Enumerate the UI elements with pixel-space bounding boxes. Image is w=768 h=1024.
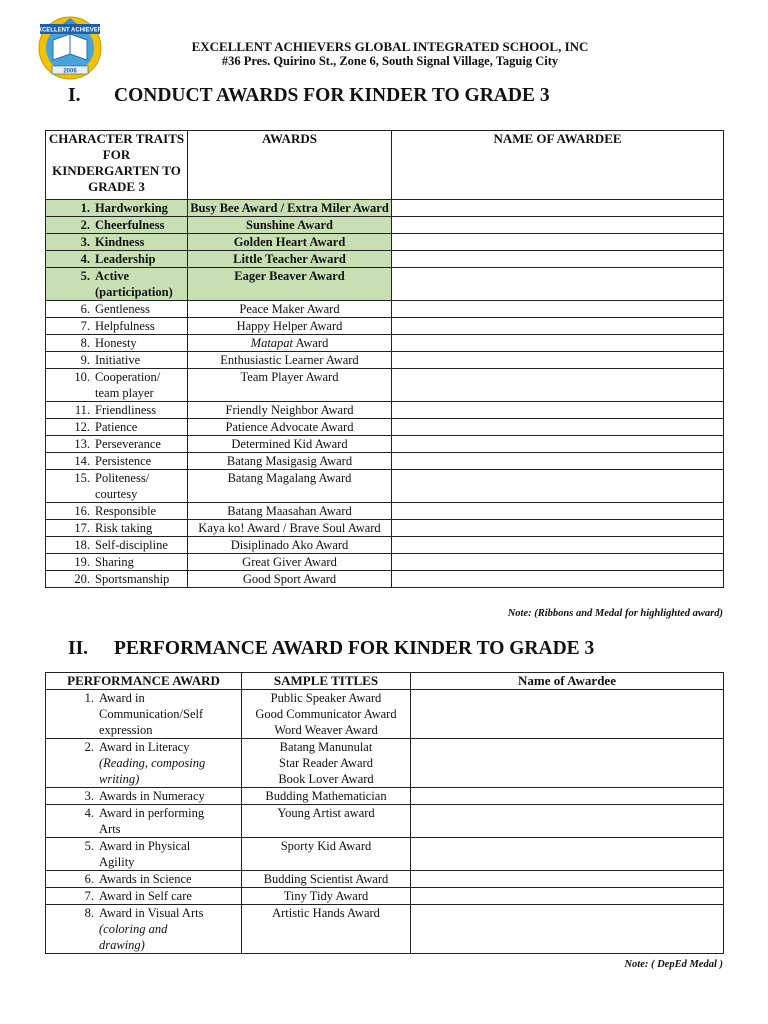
sample-title: Word Weaver Award: [274, 723, 378, 737]
table-row: [46, 352, 724, 369]
trait-label: Patience: [95, 420, 138, 434]
award-text: Sunshine Award: [246, 218, 333, 232]
awardee-cell[interactable]: [392, 571, 724, 588]
trait-number: 1.: [80, 201, 90, 215]
trait-item: [48, 352, 185, 368]
award-label-line: Award in Self care: [99, 889, 192, 903]
trait-label: Politeness/ courtesy: [95, 471, 150, 501]
award-cell: [188, 537, 392, 554]
award-number: 7.: [84, 889, 94, 903]
awardee-cell[interactable]: [411, 690, 724, 739]
trait-cell: [46, 503, 188, 520]
sample-title: Batang Manunulat: [279, 740, 373, 754]
awardee-cell[interactable]: [392, 335, 724, 352]
award-text: Kaya ko! Award / Brave Soul Award: [198, 521, 381, 535]
conduct-awards-note: Note: (Ribbons and Medal for highlighted award): [507, 608, 723, 619]
trait-number: 2.: [80, 218, 90, 232]
award-label-line: Award in Visual Arts: [99, 906, 204, 920]
trait-cell: [46, 554, 188, 571]
sample-title: Tiny Tidy Award: [283, 889, 369, 903]
trait-cell: [46, 369, 188, 402]
award-text: Patience Advocate Award: [225, 420, 354, 434]
awardee-cell[interactable]: [411, 905, 724, 954]
trait-number: 9.: [80, 353, 90, 367]
trait-cell: [46, 470, 188, 503]
award-text: Peace Maker Award: [239, 302, 340, 316]
trait-label: Leadership: [95, 252, 156, 266]
table-row: [46, 402, 724, 419]
award-cell: [188, 554, 392, 571]
logo-banner-text: EXCELLENT ACHIEVERS: [33, 27, 107, 34]
award-cell: [188, 470, 392, 503]
performance-award-item: [48, 905, 239, 953]
sample-titles-cell: [242, 888, 411, 905]
sample-title: Sporty Kid Award: [280, 839, 372, 853]
awardee-cell[interactable]: [392, 217, 724, 234]
award-italic-text: Matapat: [250, 336, 294, 350]
trait-label: Friendliness: [95, 403, 157, 417]
table-row: [46, 739, 724, 788]
section-1-number: I.: [68, 85, 81, 106]
award-label-line: expression: [99, 723, 153, 737]
award-cell: [188, 200, 392, 217]
column-header-traits: CHARACTER TRAITS FOR KINDERGARTEN TO GRADE 3: [46, 131, 188, 200]
trait-cell: [46, 520, 188, 537]
trait-number: 16.: [74, 504, 90, 518]
awardee-cell[interactable]: [392, 369, 724, 402]
trait-label: Perseverance: [95, 437, 161, 451]
trait-number: 5.: [80, 269, 90, 283]
table-row: [46, 470, 724, 503]
awardee-cell[interactable]: [392, 470, 724, 503]
trait-number: 17.: [74, 521, 90, 535]
trait-number: 4.: [80, 252, 90, 266]
award-text: Eager Beaver Award: [234, 269, 345, 283]
performance-award-item: [48, 690, 239, 738]
trait-item: [48, 436, 185, 452]
award-cell: [188, 402, 392, 419]
column-header-sample-titles: SAMPLE TITLES: [242, 673, 411, 690]
awardee-cell[interactable]: [411, 739, 724, 788]
award-label: [99, 871, 239, 887]
sample-titles-cell: [242, 690, 411, 739]
trait-label: Self-discipline: [95, 538, 168, 552]
trait-item: [48, 234, 185, 250]
award-cell: [188, 352, 392, 369]
table-row: [46, 453, 724, 470]
award-cell: [188, 503, 392, 520]
table-row: [46, 888, 724, 905]
award-text: Little Teacher Award: [233, 252, 346, 266]
awardee-cell[interactable]: [392, 503, 724, 520]
awardee-cell[interactable]: [392, 537, 724, 554]
table-row: [46, 436, 724, 453]
trait-item: [48, 520, 185, 536]
trait-cell: [46, 234, 188, 251]
award-label-line: Agility: [99, 855, 135, 869]
performance-award-item: [48, 871, 239, 887]
award-cell: [188, 419, 392, 436]
awardee-cell[interactable]: [392, 318, 724, 335]
performance-award-cell: [46, 739, 242, 788]
table-row: [46, 838, 724, 871]
trait-item: [48, 554, 185, 570]
sample-titles-cell: [242, 838, 411, 871]
trait-item: [48, 301, 185, 317]
award-cell: [188, 571, 392, 588]
awardee-cell[interactable]: [392, 402, 724, 419]
conduct-awards-table: [45, 130, 724, 588]
trait-number: 12.: [74, 420, 90, 434]
trait-label: Risk taking: [95, 521, 153, 535]
trait-item: [48, 200, 185, 216]
award-label-line: Arts: [99, 822, 121, 836]
trait-cell: [46, 335, 188, 352]
trait-item: [48, 419, 185, 435]
award-text: Award: [293, 336, 329, 350]
trait-label: Helpfulness: [95, 319, 155, 333]
table-row: [46, 690, 724, 739]
awardee-cell[interactable]: [411, 838, 724, 871]
awardee-cell[interactable]: [392, 234, 724, 251]
table-row: [46, 369, 724, 402]
awardee-cell[interactable]: [392, 200, 724, 217]
trait-item: [48, 251, 185, 267]
trait-item: [48, 268, 185, 300]
performance-award-cell: [46, 888, 242, 905]
sample-title: Public Speaker Award: [270, 691, 382, 705]
award-label: [99, 739, 239, 787]
table-row: [46, 520, 724, 537]
award-label-line: Award in performing: [99, 806, 205, 820]
table-row: [46, 537, 724, 554]
sample-title: Star Reader Award: [279, 756, 373, 770]
award-cell: [188, 301, 392, 318]
award-label: [99, 690, 239, 738]
award-number: 3.: [84, 789, 94, 803]
performance-award-item: [48, 888, 239, 904]
award-label-italic-line: writing): [99, 772, 140, 786]
section-2-number: II.: [68, 638, 89, 659]
award-number: 2.: [84, 740, 94, 754]
awardee-cell[interactable]: [392, 301, 724, 318]
award-cell: [188, 520, 392, 537]
sample-titles-cell: [242, 871, 411, 888]
trait-cell: [46, 217, 188, 234]
column-header-awardee: Name of Awardee: [411, 673, 724, 690]
awardee-cell[interactable]: [411, 805, 724, 838]
trait-number: 19.: [74, 555, 90, 569]
column-header-awardee: NAME OF AWARDEE: [392, 131, 724, 200]
performance-award-item: [48, 838, 239, 870]
table-row: [46, 419, 724, 436]
award-text: Determined Kid Award: [231, 437, 348, 451]
performance-award-cell: [46, 805, 242, 838]
sample-titles-cell: [242, 788, 411, 805]
award-label: [99, 905, 239, 953]
performance-award-cell: [46, 905, 242, 954]
trait-cell: [46, 301, 188, 318]
trait-cell: [46, 352, 188, 369]
performance-award-item: [48, 739, 239, 787]
performance-award-cell: [46, 788, 242, 805]
table-row: [46, 788, 724, 805]
trait-cell: [46, 436, 188, 453]
trait-number: 11.: [74, 403, 90, 417]
sample-title: Young Artist award: [277, 806, 375, 820]
performance-award-cell: [46, 838, 242, 871]
performance-award-item: [48, 788, 239, 804]
award-cell: [188, 217, 392, 234]
award-number: 5.: [84, 839, 94, 853]
trait-label: Cheerfulness: [95, 218, 165, 232]
trait-item: [48, 402, 185, 418]
trait-number: 10.: [74, 370, 90, 384]
award-label: [99, 838, 239, 870]
award-cell: [188, 251, 392, 268]
table-row: [46, 318, 724, 335]
award-label-line: Communication/Self: [99, 707, 204, 721]
trait-cell: [46, 453, 188, 470]
performance-awards-note: Note: ( DepEd Medal ): [624, 959, 723, 970]
awardee-cell[interactable]: [392, 419, 724, 436]
school-address: #36 Pres. Quirino St., Zone 6, South Signal Village, Taguig City: [221, 54, 559, 68]
awardee-cell[interactable]: [411, 871, 724, 888]
table-row: [46, 251, 724, 268]
table-row: [46, 301, 724, 318]
column-header-performance-award: PERFORMANCE AWARD: [46, 673, 242, 690]
trait-label: Cooperation/ team player: [95, 370, 161, 400]
awardee-cell[interactable]: [392, 352, 724, 369]
table-row: [46, 335, 724, 352]
table-row: [46, 217, 724, 234]
award-label: [99, 888, 239, 904]
school-logo: [28, 14, 112, 82]
award-number: 6.: [84, 872, 94, 886]
trait-number: 3.: [80, 235, 90, 249]
table-row: [46, 571, 724, 588]
trait-cell: [46, 537, 188, 554]
award-text: Happy Helper Award: [236, 319, 343, 333]
performance-award-item: [48, 805, 239, 837]
trait-item: [48, 369, 185, 401]
trait-number: 13.: [74, 437, 90, 451]
trait-number: 8.: [80, 336, 90, 350]
sample-titles-cell: [242, 739, 411, 788]
award-label-line: Awards in Numeracy: [99, 789, 205, 803]
award-label-italic-line: (coloring and: [99, 922, 168, 936]
award-text: Friendly Neighbor Award: [225, 403, 354, 417]
sample-title: Artistic Hands Award: [272, 906, 380, 920]
sample-title: Good Communicator Award: [255, 707, 397, 721]
trait-number: 7.: [80, 319, 90, 333]
trait-cell: [46, 402, 188, 419]
trait-item: [48, 503, 185, 519]
award-label-line: Award in Physical: [99, 839, 191, 853]
table-row: [46, 234, 724, 251]
award-label: [99, 805, 239, 837]
trait-number: 6.: [80, 302, 90, 316]
table-header-row: [46, 131, 724, 200]
award-number: 1.: [84, 691, 94, 705]
awardee-cell[interactable]: [411, 888, 724, 905]
award-cell: [188, 234, 392, 251]
award-text: Batang Maasahan Award: [227, 504, 352, 518]
sample-titles-cell: [242, 905, 411, 954]
logo-year-text: 2006: [63, 68, 77, 75]
award-cell: [188, 335, 392, 352]
trait-item: [48, 335, 185, 351]
trait-label: Sharing: [95, 555, 134, 569]
table-row: [46, 554, 724, 571]
awardee-cell[interactable]: [392, 453, 724, 470]
trait-cell: [46, 318, 188, 335]
award-cell: [188, 268, 392, 301]
trait-number: 14.: [74, 454, 90, 468]
table-header-row: [46, 673, 724, 690]
award-text: Golden Heart Award: [233, 235, 346, 249]
table-row: [46, 905, 724, 954]
performance-awards-table: [45, 672, 724, 954]
section-1-heading: [68, 85, 550, 107]
trait-label: Responsible: [95, 504, 157, 518]
award-text: Enthusiastic Learner Award: [220, 353, 359, 367]
award-label-italic-line: (Reading, composing: [99, 756, 206, 770]
trait-label: Kindness: [95, 235, 145, 249]
table-row: [46, 200, 724, 217]
award-label-italic-line: drawing): [99, 938, 145, 952]
award-number: 4.: [84, 806, 94, 820]
trait-cell: [46, 200, 188, 217]
award-text: Disiplinado Ako Award: [230, 538, 349, 552]
trait-cell: [46, 571, 188, 588]
award-number: 8.: [84, 906, 94, 920]
section-2-title: PERFORMANCE AWARD FOR KINDER TO GRADE 3: [114, 638, 595, 659]
awardee-cell[interactable]: [411, 788, 724, 805]
sample-title: Book Lover Award: [278, 772, 374, 786]
performance-award-cell: [46, 690, 242, 739]
award-text: Good Sport Award: [242, 572, 337, 586]
award-cell: [188, 436, 392, 453]
award-label-line: Awards in Science: [99, 872, 192, 886]
award-label: [99, 788, 239, 804]
trait-label: Active (participation): [95, 269, 173, 299]
sample-title: Budding Mathematician: [265, 789, 387, 803]
trait-item: [48, 318, 185, 334]
award-cell: [188, 369, 392, 402]
awardee-cell[interactable]: [392, 251, 724, 268]
trait-number: 18.: [74, 538, 90, 552]
awardee-cell[interactable]: [392, 554, 724, 571]
sample-titles-cell: [242, 805, 411, 838]
sample-title: Budding Scientist Award: [263, 872, 389, 886]
trait-item: [48, 537, 185, 553]
award-cell: [188, 318, 392, 335]
trait-cell: [46, 268, 188, 301]
awardee-cell[interactable]: [392, 268, 724, 301]
trait-number: 20.: [74, 572, 90, 586]
performance-award-cell: [46, 871, 242, 888]
school-name: EXCELLENT ACHIEVERS GLOBAL INTEGRATED SCHOOL, INC: [191, 39, 589, 54]
award-cell: [188, 453, 392, 470]
award-text: Batang Magalang Award: [227, 471, 352, 485]
award-text: Batang Masigasig Award: [226, 454, 353, 468]
table-row: [46, 503, 724, 520]
trait-label: Gentleness: [95, 302, 150, 316]
trait-label: Initiative: [95, 353, 141, 367]
awardee-cell[interactable]: [392, 520, 724, 537]
table-row: [46, 871, 724, 888]
trait-number: 15.: [74, 471, 90, 485]
trait-item: [48, 470, 185, 502]
trait-label: Sportsmanship: [95, 572, 170, 586]
award-text: Team Player Award: [240, 370, 339, 384]
award-text: Great Giver Award: [242, 555, 337, 569]
section-1-title: CONDUCT AWARDS FOR KINDER TO GRADE 3: [114, 85, 550, 106]
trait-cell: [46, 251, 188, 268]
trait-label: Hardworking: [95, 201, 168, 215]
award-text: Busy Bee Award / Extra Miler Award: [190, 201, 389, 215]
award-label-line: Award in: [99, 691, 145, 705]
section-2-heading: [68, 638, 594, 660]
table-row: [46, 805, 724, 838]
awardee-cell[interactable]: [392, 436, 724, 453]
column-header-awards: AWARDS: [188, 131, 392, 200]
trait-label: Persistence: [95, 454, 152, 468]
trait-label: Honesty: [95, 336, 137, 350]
award-label-line: Award in Literacy: [99, 740, 190, 754]
trait-cell: [46, 419, 188, 436]
trait-item: [48, 217, 185, 233]
trait-item: [48, 453, 185, 469]
table-row: [46, 268, 724, 301]
trait-item: [48, 571, 185, 587]
